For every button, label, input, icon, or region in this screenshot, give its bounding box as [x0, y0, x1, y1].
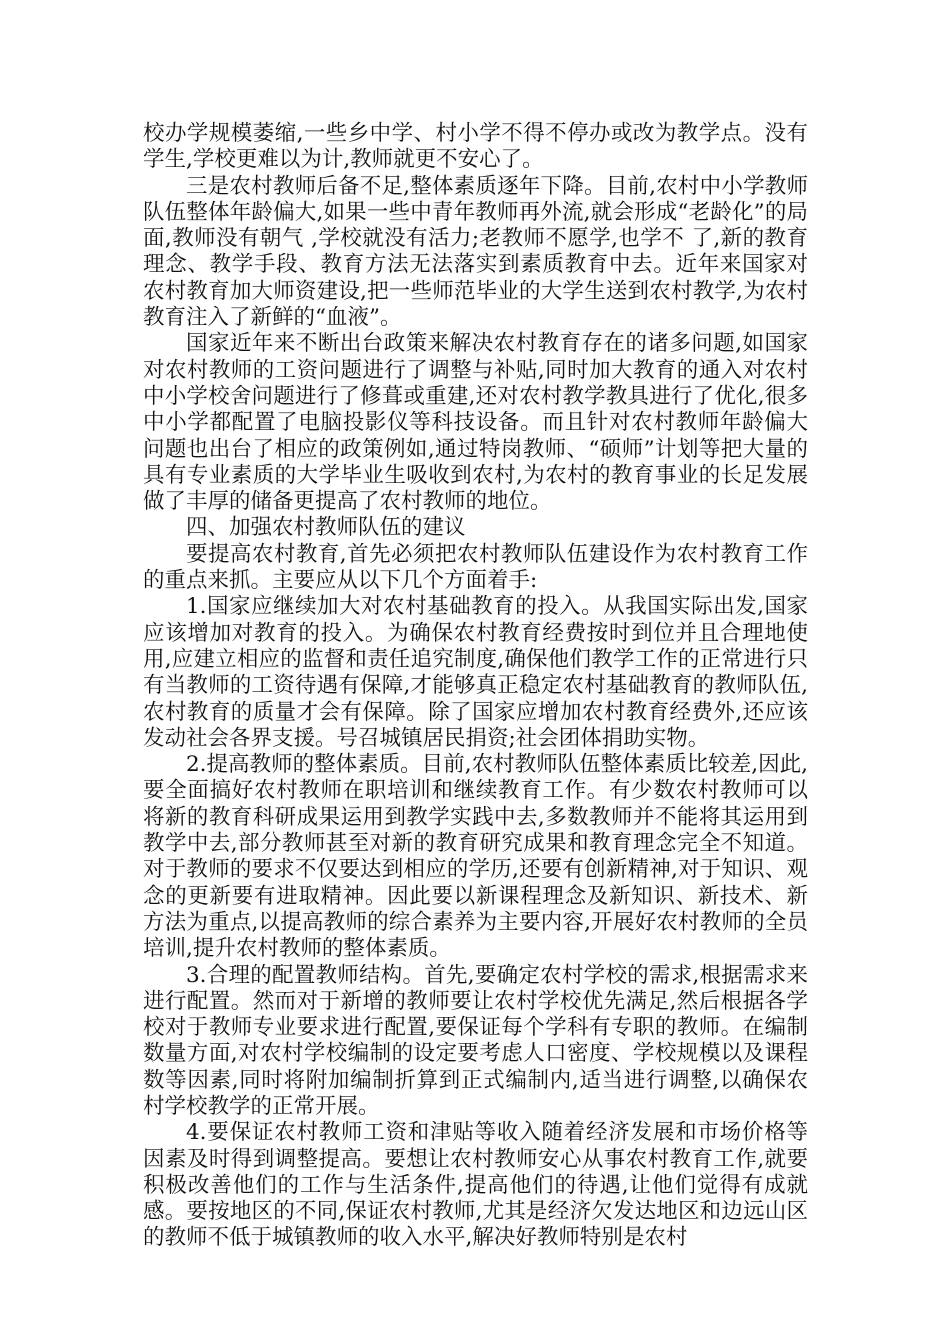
list-item-3: 3.合理的配置教师结构。首先,要确定农村学校的需求,根据需求来进行配置。然而对于新增的教师要让农村学校优先满足,然后根据各学校对于教师专业要求进行配置,要保证每个学科有专职的教师。在编制数量方面,对农村学校编制的设定要考虑人口密度、学校规模以及课程数等因素,同时将附加编制折算到正式编制内,适当进行调整,以确保农村学校教学的正常开展。 — [143, 962, 808, 1119]
list-item-2: 2.提高教师的整体素质。目前,农村教师队伍整体素质比较差,因此,要全面搞好农村教师在职培训和继续教育工作。有少数农村教师可以将新的教育科研成果运用到教学实践中去,多数教师并不能将其运用到教学中去,部分教师甚至对新的教育研究成果和教育理念完全不知道。对于教师的要求不仅要达到相应的学历,还要有创新精神,对于知识、观念的更新要有进取精神。因此要以新课程理念及新知识、新技术、新方法为重点,以提高教师的综合素养为主要内容,开展好农村教师的全员培训,提升农村教师的整体素质。 — [143, 752, 808, 962]
paragraph-national-policy: 国家近年来不断出台政策来解决农村教育存在的诸多问题,如国家对农村教师的工资问题进行了调整与补贴,同时加大教育的通入对农村中小学校舍问题进行了修葺或重建,还对农村教学教具进行了优化,很多中小学都配置了电脑投影仪等科技设备。而且针对农村教师年龄偏大问题也出台了相应的政策例如,通过特岗教师、“硕师”计划等把大量的具有专业素质的大学毕业生吸收到农村,为农村的教育事业的长足发展做了丰厚的储备更提高了农村教师的地位。 — [143, 331, 808, 515]
body-text — [143, 121, 808, 1252]
list-item-4: 4.要保证农村教师工资和津贴等收入随着经济发展和市场价格等因素及时得到调整提高。要想让农村教师安心从事农村教育工作,就要积极改善他们的工作与生活条件,提高他们的待遇,让他们觉得有成就感。要按地区的不同,保证农村教师,尤其是经济欠发达地区和边远山区的教师不低于城镇教师的收入水平,解决好教师特别是农村 — [143, 1120, 808, 1251]
list-item-1: 1.国家应继续加大对农村基础教育的投入。从我国实际出发,国家应该增加对教育的投入。为确保农村教育经费按时到位并且合理地使用,应建立相应的监督和责任追究制度,确保他们教学工作的正常进行只有当教师的工资待遇有保障,才能够真正稳定农村基础教育的教师队伍,农村教育的质量才会有保障。除了国家应增加农村教育经费外,还应该发动社会各界支援。号召城镇居民捐资;社会团体捐助实物。 — [143, 594, 808, 751]
paragraph-intro-suggestions: 要提高农村教育,首先必须把农村教师队伍建设作为农村教育工作的重点来抓。主要应从以下几个方面着手: — [143, 541, 808, 594]
paragraph-continuation: 校办学规模萎缩,一些乡中学、村小学不得不停办或改为教学点。没有学生,学校更难以为计,教师就更不安心了。 — [143, 121, 808, 173]
paragraph-teacher-quality: 三是农村教师后备不足,整体素质逐年下降。目前,农村中小学教师队伍整体年龄偏大,如果一些中青年教师再外流,就会形成“老龄化”的局面,教师没有朝气 ,学校就没有活力;老教师不愿学,也学不 了,新的教育理念、教学手段、教育方法无法落实到素质教育中去。近年来国家对农村教育加大师资建设,把一些师范毕业的大学生送到农村教学,为农村教育注入了新鲜的“血液”。 — [143, 173, 808, 331]
section-heading: 四、加强农村教师队伍的建议 — [186, 515, 466, 541]
